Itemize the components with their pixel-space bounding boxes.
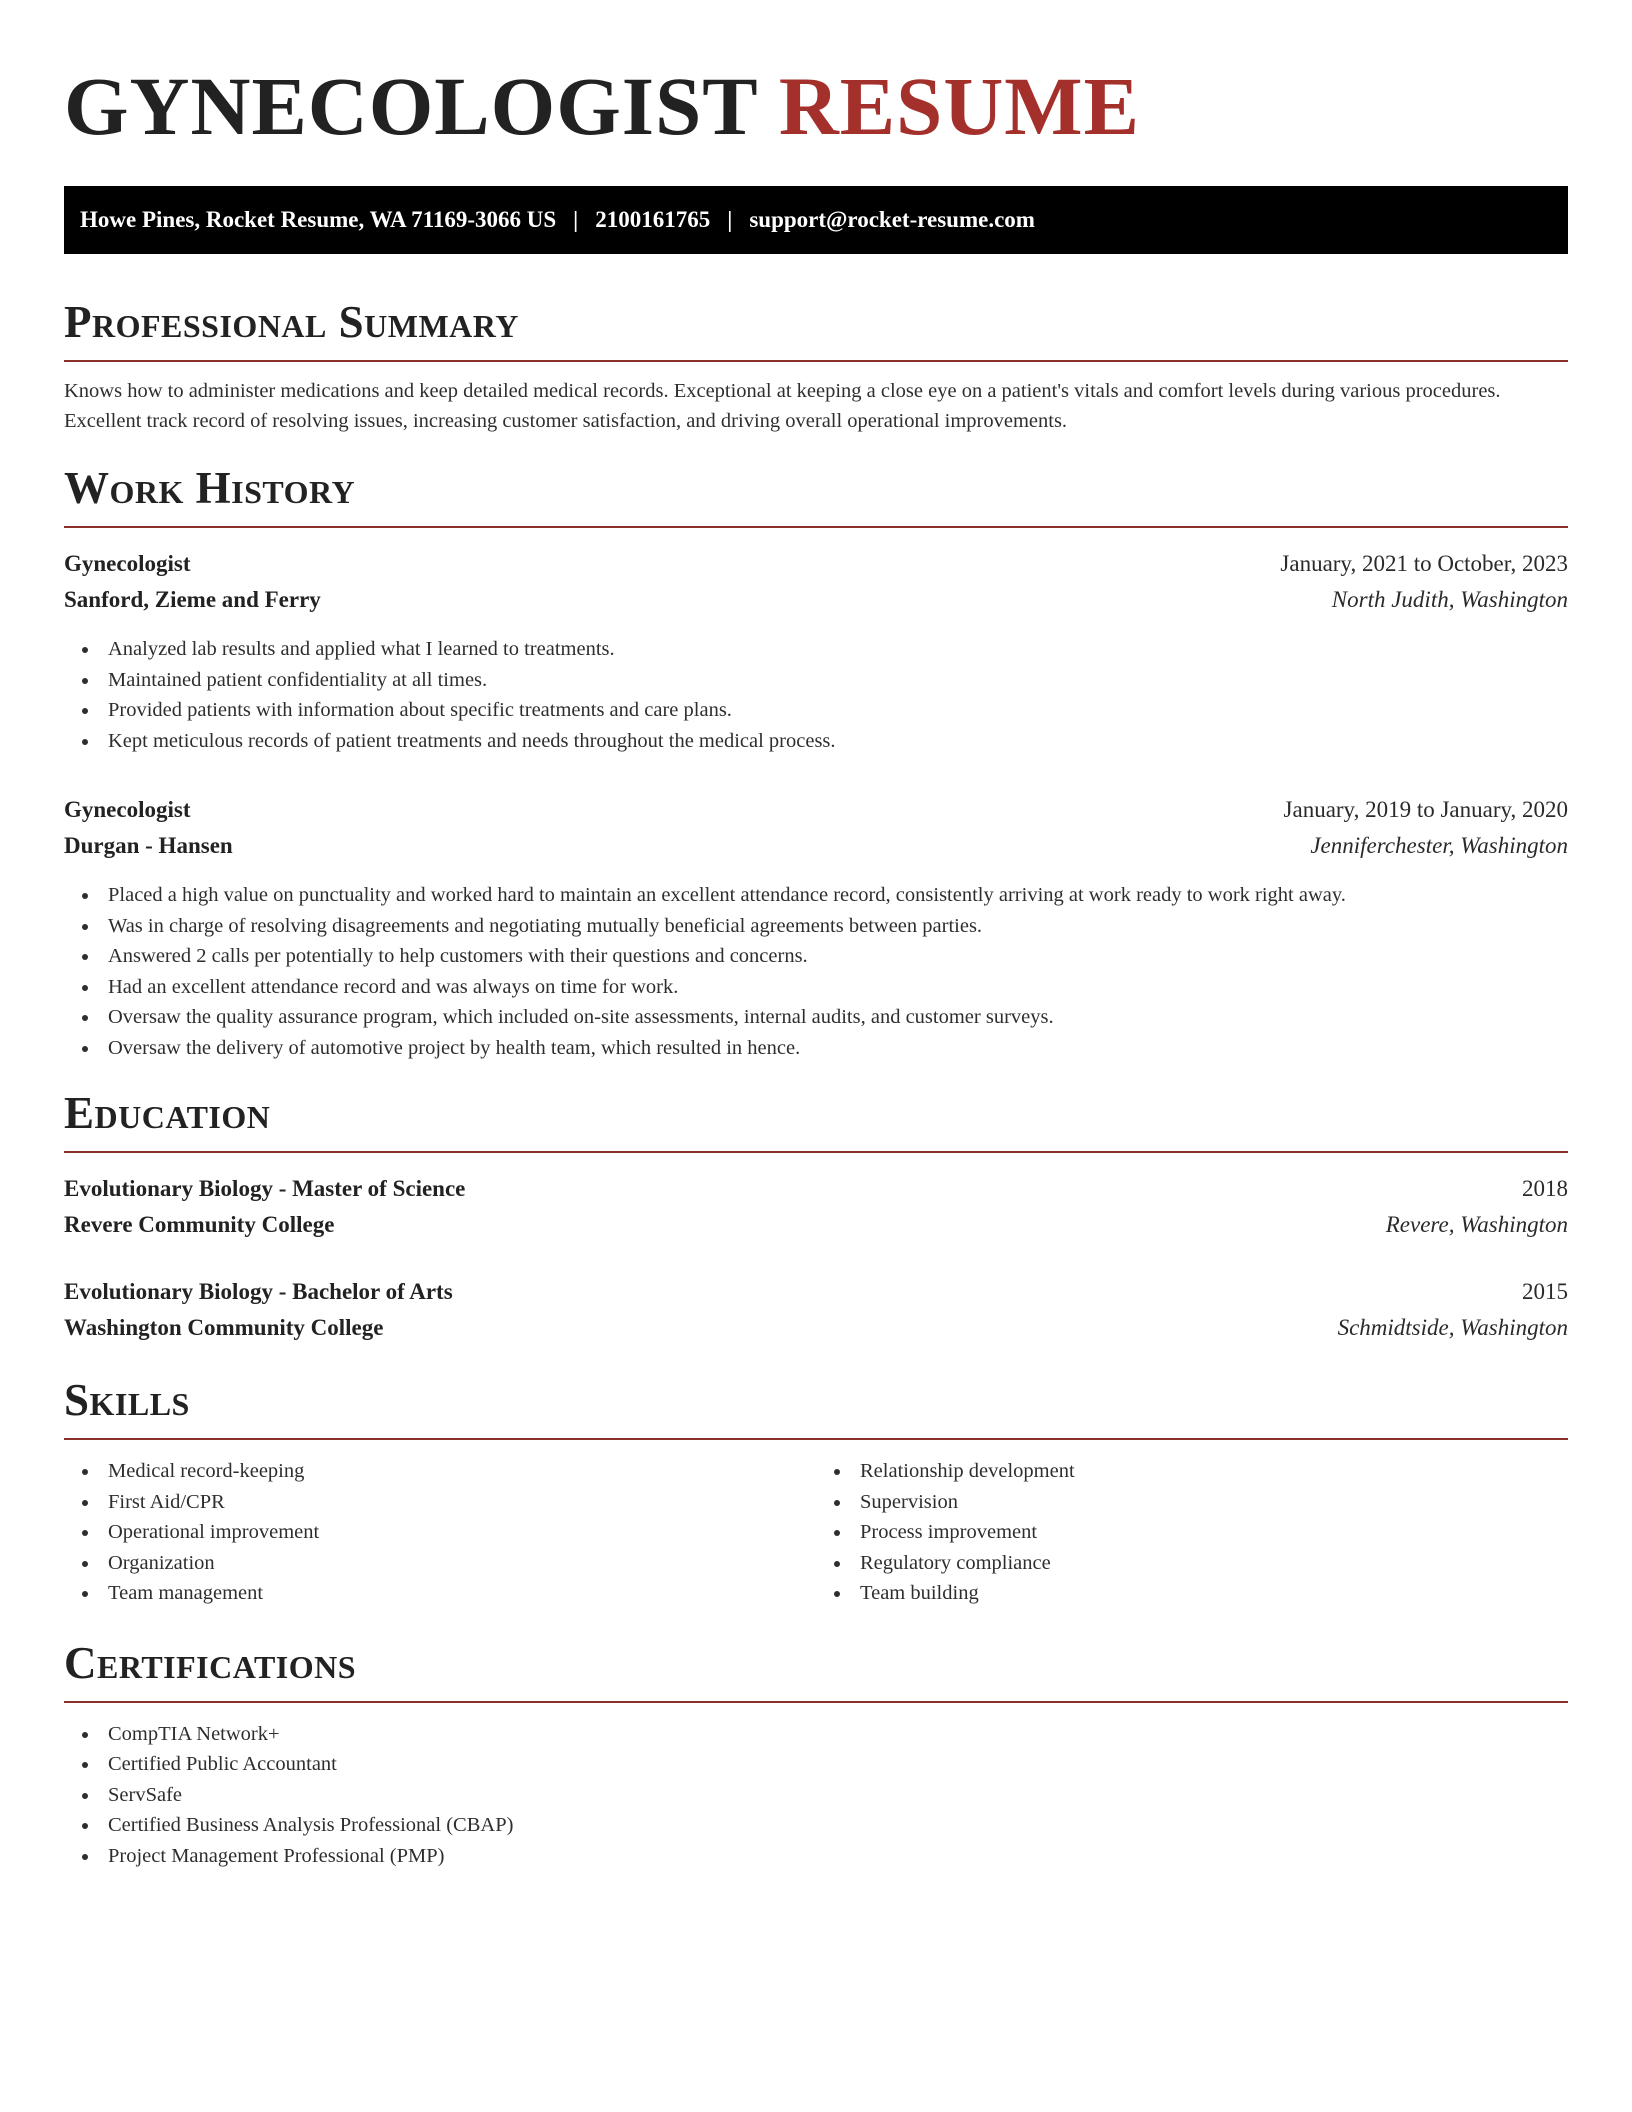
list-item: Medical record-keeping <box>64 1456 816 1487</box>
contact-separator: | <box>727 207 733 232</box>
education-school: Revere Community College <box>64 1212 335 1237</box>
work-history-section <box>64 464 1568 1063</box>
skills-columns <box>64 1456 1568 1609</box>
list-item: Was in charge of resolving disagreements and negotiating mutually beneficial agreements between parties. <box>64 911 1568 942</box>
skills-list-left <box>64 1456 816 1609</box>
section-heading-summary: Professional Summary <box>64 298 1568 362</box>
job-company: Sanford, Zieme and Ferry <box>64 587 321 612</box>
list-item: Team building <box>816 1578 1568 1609</box>
summary-text: Knows how to administer medications and keep detailed medical records. Exceptional at keeping a close eye on a patient's vitals and comfort levels during various procedures. Excellent track record of resolving issues, increasing customer satisfaction, and driving overall operational improvements. <box>64 380 1501 432</box>
education-degree: Evolutionary Biology - Bachelor of Arts <box>64 1279 453 1304</box>
education-year: 2015 <box>1522 1279 1568 1304</box>
list-item: Answered 2 calls per potentially to help customers with their questions and concerns. <box>64 941 1568 972</box>
list-item: Analyzed lab results and applied what I learned to treatments. <box>64 634 1568 665</box>
title-main: GYNECOLOGIST <box>64 60 758 152</box>
skills-section <box>64 1376 1568 1609</box>
section-heading-education: Education <box>64 1089 1568 1153</box>
job-title: Gynecologist <box>64 797 191 822</box>
resume-title <box>64 56 1568 156</box>
contact-separator: | <box>573 207 579 232</box>
list-item: Certified Business Analysis Professional (CBAP) <box>64 1810 1568 1841</box>
list-item: Had an excellent attendance record and was always on time for work. <box>64 972 1568 1003</box>
job-entry <box>64 546 1568 756</box>
job-entry <box>64 792 1568 1063</box>
contact-email: support@rocket-resume.com <box>749 207 1035 232</box>
contact-bar <box>64 186 1568 254</box>
job-bullets <box>64 880 1568 1063</box>
list-item: Oversaw the quality assurance program, which included on-site assessments, internal audits, and customer surveys. <box>64 1002 1568 1033</box>
education-entry <box>64 1274 1568 1346</box>
education-section <box>64 1089 1568 1346</box>
education-location: Revere, Washington <box>1385 1212 1568 1237</box>
contact-phone: 2100161765 <box>595 207 711 232</box>
title-accent: RESUME <box>778 60 1140 152</box>
list-item: Provided patients with information about specific treatments and care plans. <box>64 695 1568 726</box>
list-item: Process improvement <box>816 1517 1568 1548</box>
education-year: 2018 <box>1522 1176 1568 1201</box>
education-entry <box>64 1171 1568 1243</box>
list-item: First Aid/CPR <box>64 1487 816 1518</box>
certifications-list <box>64 1719 1568 1872</box>
list-item: Placed a high value on punctuality and worked hard to maintain an excellent attendance record, consistently arriving at work ready to work right away. <box>64 880 1568 911</box>
job-location: North Judith, Washington <box>1331 587 1568 612</box>
section-heading-certifications: Certifications <box>64 1639 1568 1703</box>
list-item: Regulatory compliance <box>816 1548 1568 1579</box>
job-bullets <box>64 634 1568 756</box>
list-item: Organization <box>64 1548 816 1579</box>
list-item: Oversaw the delivery of automotive project by health team, which resulted in hence. <box>64 1033 1568 1064</box>
list-item: Project Management Professional (PMP) <box>64 1841 1568 1872</box>
job-location: Jenniferchester, Washington <box>1310 833 1568 858</box>
list-item: Relationship development <box>816 1456 1568 1487</box>
education-school: Washington Community College <box>64 1315 384 1340</box>
education-location: Schmidtside, Washington <box>1337 1315 1568 1340</box>
education-degree: Evolutionary Biology - Master of Science <box>64 1176 466 1201</box>
job-title: Gynecologist <box>64 551 191 576</box>
list-item: Operational improvement <box>64 1517 816 1548</box>
skills-list-right <box>816 1456 1568 1609</box>
section-heading-work-history: Work History <box>64 464 1568 528</box>
list-item: Maintained patient confidentiality at all times. <box>64 665 1568 696</box>
job-company: Durgan - Hansen <box>64 833 233 858</box>
list-item: Certified Public Accountant <box>64 1749 1568 1780</box>
list-item: CompTIA Network+ <box>64 1719 1568 1750</box>
list-item: Kept meticulous records of patient treatments and needs throughout the medical process. <box>64 726 1568 757</box>
summary-section <box>64 298 1568 436</box>
list-item: ServSafe <box>64 1780 1568 1811</box>
certifications-section <box>64 1639 1568 1872</box>
list-item: Team management <box>64 1578 816 1609</box>
job-dates: January, 2021 to October, 2023 <box>1280 551 1568 576</box>
section-heading-skills: Skills <box>64 1376 1568 1440</box>
list-item: Supervision <box>816 1487 1568 1518</box>
contact-address: Howe Pines, Rocket Resume, WA 71169-3066 US <box>80 207 557 232</box>
job-dates: January, 2019 to January, 2020 <box>1283 797 1568 822</box>
